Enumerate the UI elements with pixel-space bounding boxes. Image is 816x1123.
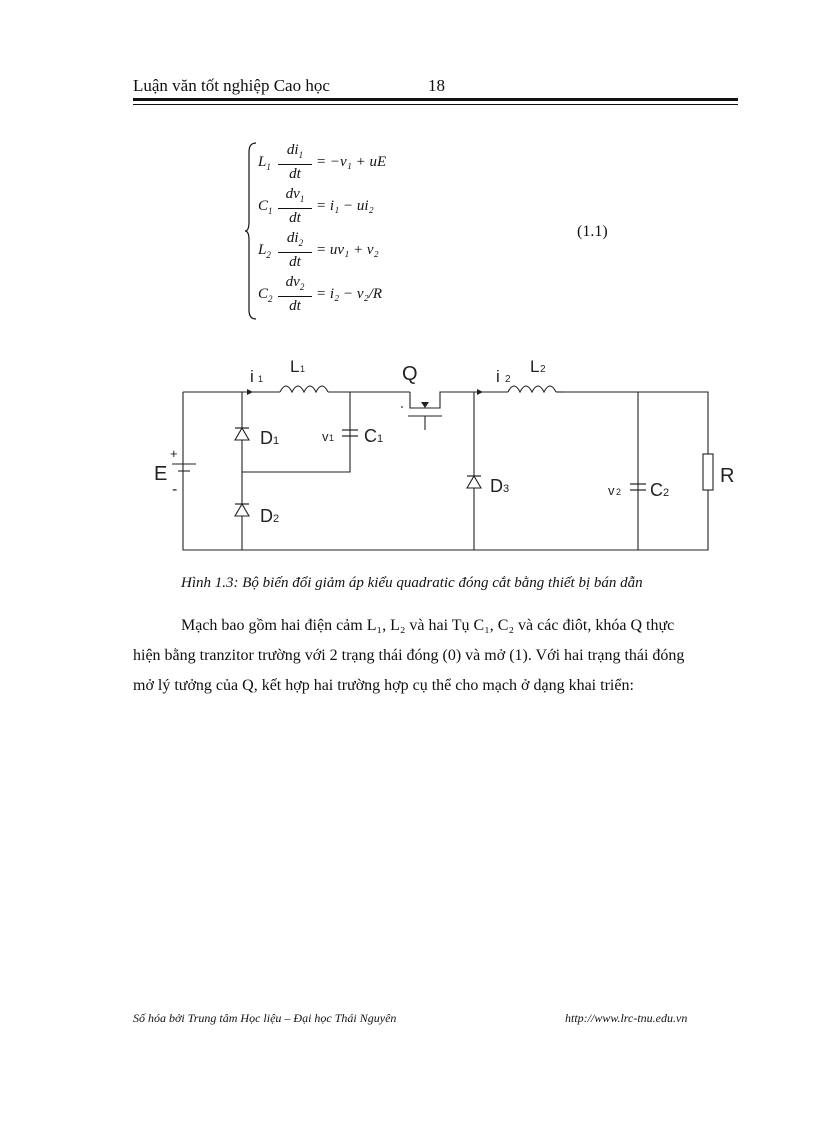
eq1-lhs-sub: 1 [266,162,271,172]
eq2-num-sub: 1 [299,194,305,204]
eq3-lhs: L [258,242,267,258]
paragraph-line-3: mở lý tưởng của Q, kết hợp hai trường hợp cụ thể cho mạch ở dạng khai triển: [133,677,634,694]
footer-url: http://www.lrc-tnu.edu.vn [565,1011,688,1025]
eq4-lhs-sub: 2 [268,294,273,304]
label-R: R [720,465,735,487]
eq1-rhs: = −v₁ + uE [316,154,387,170]
label-D1: D [260,428,273,448]
label-D3: D [490,476,503,496]
eq4-lhs: C [258,286,269,302]
eq4-den: dt [289,298,301,314]
eq1-num: di [286,142,299,158]
label-v2: v [608,483,615,498]
eq3-num: di [286,230,299,246]
label-E: E [154,463,168,485]
label-D3-sub: 3 [503,483,510,495]
label-D2: D [260,506,273,526]
figure-caption: Hình 1.3: Bộ biến đổi giảm áp kiểu quadratic đóng cắt bằng thiết bị bán dẫn [181,575,643,591]
header-rule-thin [133,104,738,105]
eq1-lhs: L [258,154,267,170]
label-v2-sub: 2 [616,487,622,497]
label-C1-sub: 1 [377,433,384,445]
eq2-den: dt [289,210,301,226]
label-i1-sub: 1 [258,374,264,384]
label-i2: i [496,367,500,386]
page-number: 18 [428,76,445,95]
label-C1: C [364,426,377,446]
eq4-num: dv [285,274,300,290]
eq3-num-sub: 2 [298,238,304,248]
label-D1-sub: 1 [273,435,280,447]
label-plus: + [170,446,178,461]
header-rule-thick [133,98,738,101]
label-Q: Q [402,363,418,385]
label-L1-sub: 1 [300,364,306,374]
eq2-lhs: C [258,198,269,214]
label-L2-sub: 2 [540,364,546,375]
label-D2-sub: 2 [273,513,280,525]
label-i2-sub: 2 [505,374,511,385]
eq1-num-sub: 1 [298,150,304,160]
eq4-num-sub: 2 [299,282,305,292]
eq2-num: dv [285,186,300,202]
paragraph-line-1: Mạch bao gồm hai điện cảm L₁, L₂ và hai Tụ C₁, C₂ và các điôt, khóa Q thực [181,617,675,634]
label-C2-sub: 2 [663,487,670,499]
label-v1-sub: 1 [329,433,335,443]
eq3-lhs-sub: 2 [266,250,271,260]
body-paragraph [133,611,743,701]
eq4-rhs: = i₂ − v₂/R [316,286,383,302]
label-C2: C [650,480,663,500]
circuit-diagram [140,350,740,560]
equation-brace [244,142,258,320]
paragraph-line-2: hiện bằng tranzitor trường với 2 trạng thái đóng (0) và mở (1). Với hai trạng thái đóng [133,647,685,664]
eq2-rhs: = i₁ − ui₂ [316,198,374,214]
label-minus: - [172,481,178,498]
eq1-den: dt [289,166,301,182]
footer-source: Số hóa bởi Trung tâm Học liệu – Đại học Thái Nguyên [133,1011,397,1025]
label-L2: L [530,357,540,376]
eq3-rhs: = uv₁ + v₂ [316,242,379,258]
label-v1: v [322,429,329,444]
label-i1: i [250,367,254,386]
equation-number: (1.1) [577,223,608,240]
header-title: Luận văn tốt nghiệp Cao học [133,76,330,95]
eq2-lhs-sub: 1 [268,206,273,216]
eq3-den: dt [289,254,301,270]
label-L1: L [290,357,300,376]
